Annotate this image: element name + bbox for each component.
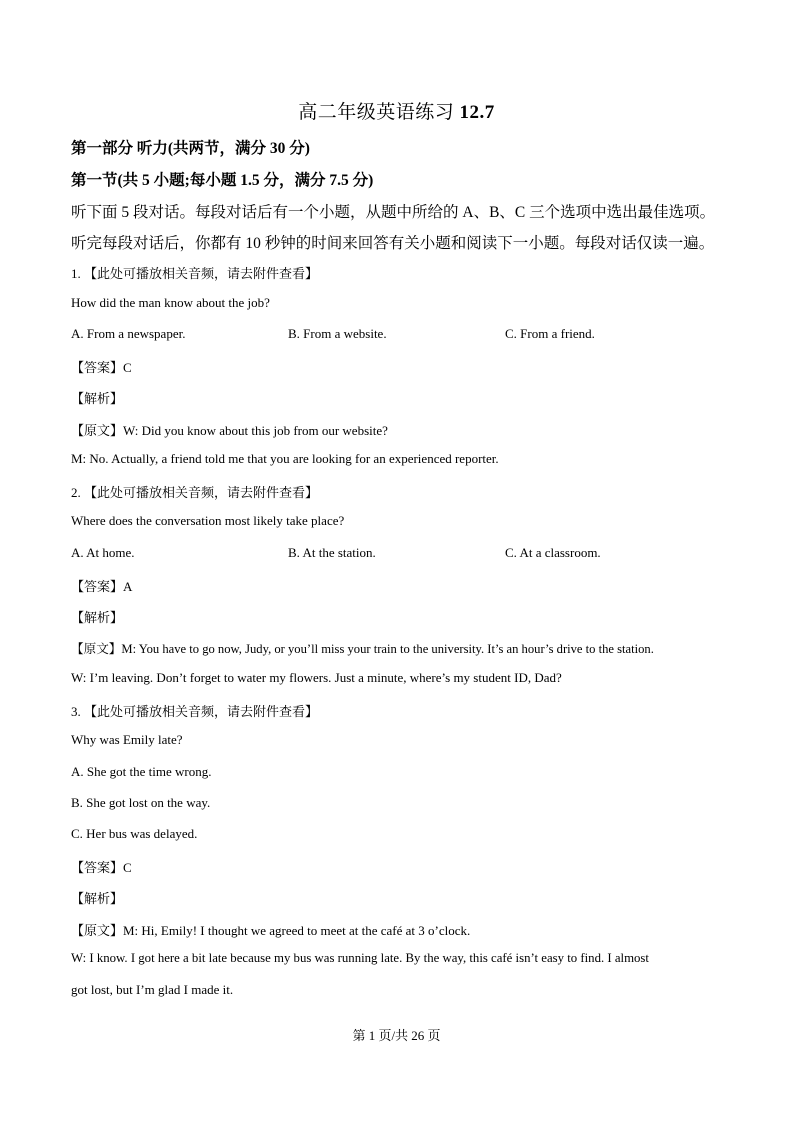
- question-3-transcript-3: got lost, but I’m glad I made it.: [71, 982, 234, 997]
- question-3-option-a: A. She got the time wrong.: [71, 764, 212, 779]
- question-2-analysis: 【解析】: [71, 610, 124, 625]
- page-title: [0, 97, 793, 124]
- question-1-analysis: 【解析】: [71, 391, 124, 406]
- question-1-transcript-1: 【原文】W: Did you know about this job from our website?: [71, 423, 388, 438]
- title-number: 12.7: [459, 102, 495, 123]
- question-3-transcript-2: W: I know. I got here a bit late because my bus was running late. By the way, this café isn’t easy to find. I almost: [71, 951, 649, 965]
- question-3-option-b: B. She got lost on the way.: [71, 795, 211, 810]
- question-1-option-a: A. From a newspaper.: [71, 326, 186, 341]
- question-2-answer: 【答案】A: [71, 579, 133, 594]
- question-1-answer: 【答案】C: [71, 360, 132, 375]
- question-1-header: 1. 【此处可播放相关音频，请去附件查看】: [71, 266, 319, 281]
- instruction-line-1: 听下面 5 段对话。每段对话后有一个小题，从题中所给的 A、B、C 三个选项中选出最佳选项。: [71, 204, 716, 221]
- question-2-option-c: C. At a classroom.: [505, 545, 601, 560]
- question-1-option-c: C. From a friend.: [505, 326, 595, 341]
- instruction-line-2: 听完每段对话后，你都有 10 秒钟的时间来回答有关小题和阅读下一小题。每段对话仅读一遍。: [71, 235, 715, 252]
- part-heading: 第一部分 听力(共两节，满分 30 分): [71, 140, 310, 157]
- question-2-option-b: B. At the station.: [288, 545, 376, 560]
- question-1-stem: How did the man know about the job?: [71, 295, 270, 310]
- section-heading: 第一节(共 5 小题;每小题 1.5 分，满分 7.5 分): [71, 172, 374, 189]
- question-3-transcript-1: 【原文】M: Hi, Emily! I thought we agreed to meet at the café at 3 o’clock.: [71, 923, 471, 938]
- question-1-transcript-2: M: No. Actually, a friend told me that you are looking for an experienced reporter.: [71, 451, 499, 466]
- question-2-stem: Where does the conversation most likely take place?: [71, 513, 345, 528]
- question-2-option-a: A. At home.: [71, 545, 135, 560]
- question-1-option-b: B. From a website.: [288, 326, 387, 341]
- page-footer: 第 1 页/共 26 页: [352, 1028, 441, 1043]
- question-2-transcript-1: 【原文】M: You have to go now, Judy, or you’ll miss your train to the university. It’s an hour’s drive to the station.: [71, 642, 654, 656]
- question-3-answer: 【答案】C: [71, 860, 132, 875]
- question-3-analysis: 【解析】: [71, 891, 124, 906]
- question-2-transcript-2: W: I’m leaving. Don’t forget to water my flowers. Just a minute, where’s my student ID, Dad?: [71, 670, 562, 685]
- question-3-header: 3. 【此处可播放相关音频，请去附件查看】: [71, 704, 319, 719]
- title-text: 高二年级英语练习: [298, 102, 455, 123]
- question-3-stem: Why was Emily late?: [71, 732, 183, 747]
- question-2-header: 2. 【此处可播放相关音频，请去附件查看】: [71, 485, 319, 500]
- question-3-option-c: C. Her bus was delayed.: [71, 826, 198, 841]
